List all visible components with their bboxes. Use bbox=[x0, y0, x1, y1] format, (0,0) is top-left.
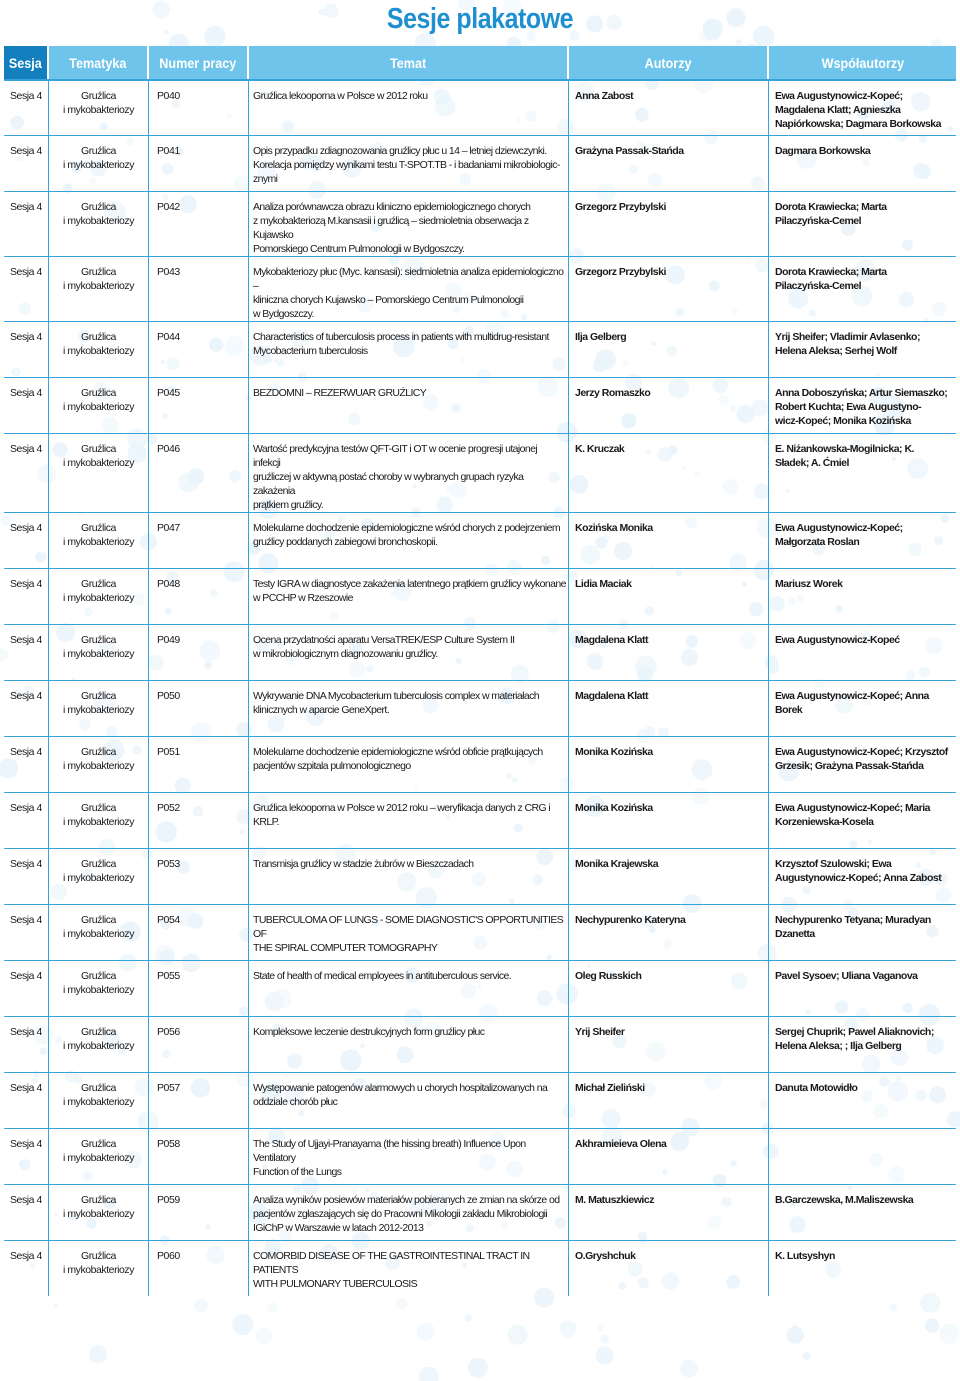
cell-tematyka-line: Gruźlica bbox=[81, 266, 116, 278]
cell-numer-pracy: P057 bbox=[149, 1072, 249, 1128]
cell-tematyka bbox=[49, 1240, 149, 1296]
cell-wspolautorzy bbox=[769, 135, 956, 191]
cell-temat bbox=[249, 1072, 569, 1128]
cell-wspolautorzy-line: Pilaczyńska-Cemel bbox=[775, 215, 862, 227]
column-header-sesja: Sesja bbox=[4, 46, 49, 79]
cell-temat-line: Testy IGRA w diagnostyce zakażenia latentnego prątkiem gruźlicy wykonane bbox=[253, 578, 566, 590]
cell-tematyka-line: Gruźlica bbox=[81, 1194, 116, 1206]
cell-temat bbox=[249, 512, 569, 568]
cell-tematyka bbox=[49, 79, 149, 135]
cell-temat-line: Analiza porównawcza obrazu kliniczno epidemiologicznego chorych bbox=[253, 201, 531, 213]
cell-autorzy: M. Matuszkiewicz bbox=[569, 1184, 769, 1240]
cell-temat-line: IGiChP w Warszawie w latach 2012-2013 bbox=[253, 1222, 424, 1234]
cell-autorzy: O.Gryshchuk bbox=[569, 1240, 769, 1296]
column-header-autorzy: Autorzy bbox=[569, 46, 769, 79]
cell-tematyka-line: Gruźlica bbox=[81, 331, 116, 343]
cell-wspolautorzy-line: Borek bbox=[775, 704, 803, 716]
table-row bbox=[4, 1128, 956, 1184]
cell-autorzy: Monika Kozińska bbox=[569, 792, 769, 848]
cell-sesja: Sesja 4 bbox=[4, 1072, 49, 1128]
background-dot bbox=[419, 1367, 439, 1381]
cell-temat-line: Korelacja pomiędzy wynikami testu T-SPOT.TB - i badaniami mikrobiologic- bbox=[253, 159, 560, 171]
cell-numer-pracy: P059 bbox=[149, 1184, 249, 1240]
cell-wspolautorzy bbox=[769, 79, 956, 135]
cell-temat-line: gruźlicy poddanych zabiegowi bronchoskopii. bbox=[253, 536, 438, 548]
background-dot bbox=[232, 1314, 253, 1335]
table-row bbox=[4, 680, 956, 736]
cell-tematyka-line: i mykobakteriozy bbox=[63, 704, 134, 716]
cell-temat bbox=[249, 433, 569, 512]
background-dot bbox=[89, 1345, 107, 1363]
cell-temat bbox=[249, 792, 569, 848]
cell-temat-line: TUBERCULOMA OF LUNGS - SOME DIAGNOSTIC'S OPPORTUNITIES OF bbox=[253, 914, 564, 940]
table-body bbox=[4, 79, 956, 1296]
cell-tematyka-line: i mykobakteriozy bbox=[63, 872, 134, 884]
cell-temat bbox=[249, 256, 569, 321]
table-row bbox=[4, 135, 956, 191]
cell-wspolautorzy-line: Małgorzata Roslan bbox=[775, 536, 860, 548]
background-dot bbox=[268, 1302, 278, 1312]
table-row bbox=[4, 377, 956, 433]
column-header-wspolautorzy: Współautorzy bbox=[769, 46, 956, 79]
cell-tematyka-line: i mykobakteriozy bbox=[63, 345, 134, 357]
table-row bbox=[4, 904, 956, 960]
cell-wspolautorzy-line: Ewa Augustynowicz-Kopeć; bbox=[775, 522, 903, 534]
column-header-temat: Temat bbox=[249, 46, 569, 79]
cell-temat bbox=[249, 624, 569, 680]
cell-tematyka bbox=[49, 135, 149, 191]
cell-wspolautorzy-line: Robert Kuchta; Ewa Augustyno- bbox=[775, 401, 922, 413]
table-row bbox=[4, 512, 956, 568]
cell-temat-line: THE SPIRAL COMPUTER TOMOGRAPHY bbox=[253, 942, 438, 954]
poster-sessions-table bbox=[4, 46, 956, 1296]
cell-tematyka-line: i mykobakteriozy bbox=[63, 104, 134, 116]
cell-sesja: Sesja 4 bbox=[4, 792, 49, 848]
cell-sesja: Sesja 4 bbox=[4, 1016, 49, 1072]
table-row bbox=[4, 736, 956, 792]
cell-autorzy: Ilja Gelberg bbox=[569, 321, 769, 377]
background-dot bbox=[890, 1303, 898, 1311]
cell-autorzy: Magdalena Klatt bbox=[569, 680, 769, 736]
cell-autorzy: Jerzy Romaszko bbox=[569, 377, 769, 433]
cell-numer-pracy: P048 bbox=[149, 568, 249, 624]
cell-sesja: Sesja 4 bbox=[4, 377, 49, 433]
cell-tematyka-line: Gruźlica bbox=[81, 802, 116, 814]
cell-numer-pracy: P046 bbox=[149, 433, 249, 512]
cell-tematyka-line: Gruźlica bbox=[81, 387, 116, 399]
cell-wspolautorzy-line: Sergej Chuprik; Pawel Aliaknovich; bbox=[775, 1026, 934, 1038]
cell-tematyka-line: i mykobakteriozy bbox=[63, 984, 134, 996]
cell-autorzy: Grażyna Passak-Stańda bbox=[569, 135, 769, 191]
cell-tematyka-line: Gruźlica bbox=[81, 1250, 116, 1262]
cell-tematyka-line: i mykobakteriozy bbox=[63, 159, 134, 171]
cell-temat-line: oddziale chorób płuc bbox=[253, 1096, 338, 1108]
cell-wspolautorzy bbox=[769, 624, 956, 680]
cell-tematyka-line: Gruźlica bbox=[81, 1082, 116, 1094]
cell-tematyka-line: Gruźlica bbox=[81, 145, 116, 157]
cell-numer-pracy: P058 bbox=[149, 1128, 249, 1184]
cell-numer-pracy: P054 bbox=[149, 904, 249, 960]
background-dot bbox=[547, 1300, 551, 1304]
cell-temat-line: gruźliczej w aktywną postać choroby w wybranych grupach ryzyka zakażenia bbox=[253, 471, 524, 497]
cell-wspolautorzy-line: Grzesik; Grażyna Passak-Stańda bbox=[775, 760, 924, 772]
cell-temat-line: kliniczna chorych Kujawsko – Pomorskiego Centrum Pulmonologii bbox=[253, 294, 524, 306]
cell-numer-pracy: P040 bbox=[149, 79, 249, 135]
cell-temat-line: Molekularne dochodzenie epidemiologiczne wśród obficie prątkujących bbox=[253, 746, 543, 758]
cell-wspolautorzy-line: Napiórkowska; Dagmara Borkowska bbox=[775, 118, 941, 130]
cell-temat-line: Ocena przydatności aparatu VersaTREK/ESP Culture System II bbox=[253, 634, 515, 646]
cell-wspolautorzy bbox=[769, 904, 956, 960]
cell-tematyka bbox=[49, 736, 149, 792]
cell-numer-pracy: P041 bbox=[149, 135, 249, 191]
cell-wspolautorzy bbox=[769, 191, 956, 256]
cell-tematyka bbox=[49, 904, 149, 960]
background-dot bbox=[53, 1303, 58, 1308]
background-dot bbox=[396, 1298, 408, 1310]
cell-temat bbox=[249, 1016, 569, 1072]
cell-wspolautorzy bbox=[769, 848, 956, 904]
cell-tematyka-line: i mykobakteriozy bbox=[63, 816, 134, 828]
cell-tematyka-line: i mykobakteriozy bbox=[63, 1096, 134, 1108]
cell-temat bbox=[249, 960, 569, 1016]
cell-wspolautorzy-line: Ewa Augustynowicz-Kopeć; Anna bbox=[775, 690, 929, 702]
table-row bbox=[4, 433, 956, 512]
cell-wspolautorzy-line: Danuta Motowidło bbox=[775, 1082, 858, 1094]
table-row bbox=[4, 256, 956, 321]
cell-tematyka-line: i mykobakteriozy bbox=[63, 1264, 134, 1276]
cell-wspolautorzy-line: Anna Doboszyńska; Artur Siemaszko; bbox=[775, 387, 948, 399]
cell-sesja: Sesja 4 bbox=[4, 433, 49, 512]
column-header-tematyka: Tematyka bbox=[49, 46, 149, 79]
cell-temat bbox=[249, 904, 569, 960]
cell-temat bbox=[249, 568, 569, 624]
cell-tematyka-line: i mykobakteriozy bbox=[63, 457, 134, 469]
cell-wspolautorzy bbox=[769, 256, 956, 321]
cell-tematyka-line: i mykobakteriozy bbox=[63, 592, 134, 604]
cell-tematyka-line: i mykobakteriozy bbox=[63, 280, 134, 292]
cell-tematyka bbox=[49, 568, 149, 624]
cell-tematyka-line: Gruźlica bbox=[81, 1138, 116, 1150]
cell-tematyka-line: Gruźlica bbox=[81, 443, 116, 455]
cell-numer-pracy: P042 bbox=[149, 191, 249, 256]
cell-temat bbox=[249, 79, 569, 135]
cell-wspolautorzy-line: Augustynowicz-Kopeć; Anna Zabost bbox=[775, 872, 942, 884]
cell-temat-line: Kompleksowe leczenie destrukcyjnych form gruźlicy płuc bbox=[253, 1026, 485, 1038]
cell-sesja: Sesja 4 bbox=[4, 135, 49, 191]
cell-wspolautorzy bbox=[769, 1240, 956, 1296]
page-title: Sesje plakatowe bbox=[386, 3, 574, 35]
cell-numer-pracy: P043 bbox=[149, 256, 249, 321]
cell-tematyka-line: i mykobakteriozy bbox=[63, 1040, 134, 1052]
cell-wspolautorzy bbox=[769, 736, 956, 792]
cell-tematyka-line: i mykobakteriozy bbox=[63, 928, 134, 940]
cell-numer-pracy: P050 bbox=[149, 680, 249, 736]
cell-tematyka bbox=[49, 1072, 149, 1128]
cell-wspolautorzy-line: Pavel Sysoev; Uliana Vaganova bbox=[775, 970, 918, 982]
cell-autorzy: Monika Kozińska bbox=[569, 736, 769, 792]
cell-temat-line: Wykrywanie DNA Mycobacterium tuberculosis complex w materiałach bbox=[253, 690, 539, 702]
cell-autorzy: Yrij Sheifer bbox=[569, 1016, 769, 1072]
cell-wspolautorzy-line: Magdalena Klatt; Agnieszka bbox=[775, 104, 901, 116]
cell-wspolautorzy-line: Pilaczyńska-Cemel bbox=[775, 280, 862, 292]
background-dot bbox=[597, 1324, 604, 1331]
cell-autorzy: Nechypurenko Kateryna bbox=[569, 904, 769, 960]
cell-sesja: Sesja 4 bbox=[4, 568, 49, 624]
cell-autorzy: Monika Krajewska bbox=[569, 848, 769, 904]
cell-numer-pracy: P052 bbox=[149, 792, 249, 848]
table-row bbox=[4, 321, 956, 377]
cell-temat-line: w PCCHP w Rzeszowie bbox=[253, 592, 353, 604]
cell-wspolautorzy-line: Ewa Augustynowicz-Kopeć; Krzysztof bbox=[775, 746, 948, 758]
background-dot bbox=[802, 1352, 810, 1360]
cell-wspolautorzy-line: Mariusz Worek bbox=[775, 578, 843, 590]
table-header-row bbox=[4, 46, 956, 79]
cell-tematyka-line: i mykobakteriozy bbox=[63, 760, 134, 772]
cell-sesja: Sesja 4 bbox=[4, 256, 49, 321]
cell-wspolautorzy bbox=[769, 792, 956, 848]
background-dot bbox=[508, 1325, 528, 1345]
cell-wspolautorzy-line: Yrij Sheifer; Vladimir Avlasenko; bbox=[775, 331, 920, 343]
cell-tematyka-line: i mykobakteriozy bbox=[63, 648, 134, 660]
cell-tematyka bbox=[49, 321, 149, 377]
cell-wspolautorzy-line: Ewa Augustynowicz-Kopeć bbox=[775, 634, 900, 646]
cell-wspolautorzy bbox=[769, 433, 956, 512]
cell-tematyka bbox=[49, 1184, 149, 1240]
cell-tematyka bbox=[49, 256, 149, 321]
cell-temat-line: BEZDOMNI – REZERWUAR GRUŹLICY bbox=[253, 387, 427, 399]
table-row bbox=[4, 79, 956, 135]
cell-tematyka bbox=[49, 680, 149, 736]
cell-tematyka-line: Gruźlica bbox=[81, 578, 116, 590]
cell-sesja: Sesja 4 bbox=[4, 191, 49, 256]
cell-wspolautorzy-line: B.Garczewska, M.Maliszewska bbox=[775, 1194, 914, 1206]
cell-numer-pracy: P056 bbox=[149, 1016, 249, 1072]
cell-temat bbox=[249, 135, 569, 191]
table-row bbox=[4, 624, 956, 680]
cell-tematyka bbox=[49, 433, 149, 512]
cell-temat-line: klinicznych w aparcie GeneXpert. bbox=[253, 704, 390, 716]
cell-wspolautorzy-line: Nechypurenko Tetyana; Muradyan bbox=[775, 914, 931, 926]
cell-wspolautorzy bbox=[769, 1072, 956, 1128]
cell-temat-line: Wartość predykcyjna testów QFT-GIT i OT w ocenie progresji utajonej infekcji bbox=[253, 443, 538, 469]
cell-sesja: Sesja 4 bbox=[4, 512, 49, 568]
cell-temat-line: znymi bbox=[253, 173, 278, 185]
cell-autorzy: Akhramieieva Olena bbox=[569, 1128, 769, 1184]
cell-tematyka-line: Gruźlica bbox=[81, 201, 116, 213]
cell-wspolautorzy bbox=[769, 680, 956, 736]
cell-numer-pracy: P051 bbox=[149, 736, 249, 792]
cell-sesja: Sesja 4 bbox=[4, 321, 49, 377]
cell-sesja: Sesja 4 bbox=[4, 1184, 49, 1240]
cell-wspolautorzy bbox=[769, 512, 956, 568]
cell-sesja: Sesja 4 bbox=[4, 960, 49, 1016]
cell-temat bbox=[249, 191, 569, 256]
cell-sesja: Sesja 4 bbox=[4, 904, 49, 960]
cell-tematyka bbox=[49, 377, 149, 433]
cell-tematyka-line: Gruźlica bbox=[81, 522, 116, 534]
cell-temat bbox=[249, 736, 569, 792]
cell-tematyka-line: i mykobakteriozy bbox=[63, 215, 134, 227]
cell-temat-line: Molekularne dochodzenie epidemiologiczne wśród chorych z podejrzeniem bbox=[253, 522, 561, 534]
cell-temat-line: State of health of medical employees in antituberculous service. bbox=[253, 970, 512, 982]
cell-wspolautorzy bbox=[769, 1016, 956, 1072]
cell-numer-pracy: P044 bbox=[149, 321, 249, 377]
background-dot bbox=[559, 1320, 576, 1337]
cell-wspolautorzy bbox=[769, 377, 956, 433]
cell-sesja: Sesja 4 bbox=[4, 624, 49, 680]
cell-wspolautorzy-line: Korzeniewska-Kosela bbox=[775, 816, 874, 828]
cell-temat-line: pacjentów zgłaszających się do Pracowni Mikologii zakładu Mikrobiologii bbox=[253, 1208, 548, 1220]
cell-tematyka-line: i mykobakteriozy bbox=[63, 1152, 134, 1164]
cell-temat bbox=[249, 1240, 569, 1296]
table-row bbox=[4, 1184, 956, 1240]
cell-wspolautorzy-line: Ewa Augustynowicz-Kopeć; Maria bbox=[775, 802, 930, 814]
cell-sesja: Sesja 4 bbox=[4, 1128, 49, 1184]
cell-autorzy: K. Kruczak bbox=[569, 433, 769, 512]
cell-temat-line: w Bydgoszczy. bbox=[253, 308, 314, 320]
table-row bbox=[4, 848, 956, 904]
cell-tematyka-line: i mykobakteriozy bbox=[63, 536, 134, 548]
cell-autorzy: Oleg Russkich bbox=[569, 960, 769, 1016]
cell-tematyka bbox=[49, 1016, 149, 1072]
cell-autorzy: Michał Zieliński bbox=[569, 1072, 769, 1128]
cell-numer-pracy: P045 bbox=[149, 377, 249, 433]
cell-tematyka-line: Gruźlica bbox=[81, 634, 116, 646]
cell-tematyka bbox=[49, 792, 149, 848]
cell-numer-pracy: P055 bbox=[149, 960, 249, 1016]
cell-temat-line: Function of the Lungs bbox=[253, 1166, 342, 1178]
cell-temat-line: Mycobacterium tuberculosis bbox=[253, 345, 368, 357]
cell-tematyka-line: Gruźlica bbox=[81, 1026, 116, 1038]
background-dot bbox=[194, 1299, 208, 1313]
cell-wspolautorzy bbox=[769, 321, 956, 377]
table-row bbox=[4, 792, 956, 848]
cell-temat-line: Analiza wyników posiewów materiałów pobieranych ze zmian na skórze od bbox=[253, 1194, 560, 1206]
cell-sesja: Sesja 4 bbox=[4, 848, 49, 904]
cell-sesja: Sesja 4 bbox=[4, 79, 49, 135]
cell-wspolautorzy-line: Dorota Krawiecka; Marta bbox=[775, 266, 887, 278]
cell-wspolautorzy bbox=[769, 960, 956, 1016]
cell-temat-line: Pomorskiego Centrum Pulmonologii w Bydgoszczy. bbox=[253, 243, 465, 255]
cell-wspolautorzy-line: Ewa Augustynowicz-Kopeć; bbox=[775, 90, 903, 102]
table-row bbox=[4, 960, 956, 1016]
cell-wspolautorzy-line: Helena Aleksa; ; Ilja Gelberg bbox=[775, 1040, 902, 1052]
cell-temat-line: Transmisja gruźlicy w stadzie żubrów w Bieszczadach bbox=[253, 858, 474, 870]
cell-tematyka-line: Gruźlica bbox=[81, 914, 116, 926]
background-dot bbox=[256, 1328, 273, 1345]
cell-tematyka-line: Gruźlica bbox=[81, 970, 116, 982]
cell-wspolautorzy-line: wicz-Kopeć; Monika Kozińska bbox=[775, 415, 911, 427]
cell-sesja: Sesja 4 bbox=[4, 680, 49, 736]
table-row bbox=[4, 1016, 956, 1072]
cell-tematyka bbox=[49, 512, 149, 568]
cell-numer-pracy: P060 bbox=[149, 1240, 249, 1296]
cell-temat-line: Mykobakteriozy płuc (Myc. kansasii): siedmioletnia analiza epidemiologiczno – bbox=[253, 266, 564, 292]
table-row bbox=[4, 568, 956, 624]
cell-autorzy: Grzegorz Przybylski bbox=[569, 191, 769, 256]
cell-tematyka-line: i mykobakteriozy bbox=[63, 401, 134, 413]
cell-temat-line: Występowanie patogenów alarmowych u chorych hospitalizowanych na bbox=[253, 1082, 548, 1094]
cell-temat-line: The Study of Ujjayi-Pranayama (the hissing breath) Influence Upon Ventilatory bbox=[253, 1138, 526, 1164]
cell-temat-line: prątkiem gruźlicy. bbox=[253, 499, 324, 511]
cell-temat bbox=[249, 1128, 569, 1184]
cell-wspolautorzy-line: Krzysztof Szulowski; Ewa bbox=[775, 858, 892, 870]
cell-temat-line: WITH PULMONARY TUBERCULOSIS bbox=[253, 1278, 418, 1290]
cell-temat-line: pacjentów szpitala pulmonologicznego bbox=[253, 760, 411, 772]
background-dot bbox=[417, 1323, 435, 1341]
cell-tematyka bbox=[49, 1128, 149, 1184]
cell-wspolautorzy-line: Helena Aleksa; Serhej Wolf bbox=[775, 345, 897, 357]
cell-wspolautorzy-line: Dagmara Borkowska bbox=[775, 145, 871, 157]
cell-temat bbox=[249, 680, 569, 736]
cell-wspolautorzy bbox=[769, 1184, 956, 1240]
cell-wspolautorzy-line: Dzanetta bbox=[775, 928, 815, 940]
background-dot bbox=[465, 1314, 473, 1322]
cell-autorzy: Magdalena Klatt bbox=[569, 624, 769, 680]
cell-temat bbox=[249, 377, 569, 433]
background-dot bbox=[925, 1318, 940, 1333]
cell-numer-pracy: P049 bbox=[149, 624, 249, 680]
cell-temat-line: Gruźlica lekooporna w Polsce w 2012 roku – weryfikacja danych z CRG i KRLP. bbox=[253, 802, 551, 828]
cell-temat-line: Opis przypadku zdiagnozowania gruźlicy płuc u 14 – letniej dziewczynki. bbox=[253, 145, 547, 157]
cell-temat-line: Characteristics of tuberculosis process in patients with multidrug-resistant bbox=[253, 331, 549, 343]
cell-tematyka-line: Gruźlica bbox=[81, 746, 116, 758]
background-dot bbox=[793, 1323, 797, 1327]
cell-tematyka bbox=[49, 191, 149, 256]
column-header-numer-pracy: Numer pracy bbox=[149, 46, 249, 79]
background-dot bbox=[786, 1326, 803, 1343]
cell-tematyka-line: Gruźlica bbox=[81, 858, 116, 870]
cell-temat-line: COMORBID DISEASE OF THE GASTROINTESTINAL TRACT IN PATIENTS bbox=[253, 1250, 530, 1276]
background-dot bbox=[939, 1324, 960, 1345]
background-dot bbox=[600, 1335, 609, 1344]
cell-autorzy: Kozińska Monika bbox=[569, 512, 769, 568]
background-dot bbox=[680, 1359, 698, 1377]
background-dot bbox=[468, 1358, 488, 1378]
cell-tematyka-line: i mykobakteriozy bbox=[63, 1208, 134, 1220]
background-dot bbox=[596, 1346, 614, 1364]
cell-autorzy: Grzegorz Przybylski bbox=[569, 256, 769, 321]
cell-wspolautorzy-line: E. Niżankowska-Mogilnicka; K. bbox=[775, 443, 914, 455]
cell-autorzy: Anna Zabost bbox=[569, 79, 769, 135]
cell-tematyka bbox=[49, 848, 149, 904]
cell-numer-pracy: P053 bbox=[149, 848, 249, 904]
cell-wspolautorzy-line: K. Lutsyshyn bbox=[775, 1250, 835, 1262]
cell-temat bbox=[249, 848, 569, 904]
cell-numer-pracy: P047 bbox=[149, 512, 249, 568]
cell-wspolautorzy bbox=[769, 568, 956, 624]
table-row bbox=[4, 1072, 956, 1128]
cell-sesja: Sesja 4 bbox=[4, 736, 49, 792]
cell-temat-line: Gruźlica lekooporna w Polsce w 2012 roku bbox=[253, 90, 428, 102]
cell-tematyka-line: Gruźlica bbox=[81, 90, 116, 102]
cell-tematyka-line: Gruźlica bbox=[81, 690, 116, 702]
cell-tematyka bbox=[49, 624, 149, 680]
cell-temat bbox=[249, 321, 569, 377]
cell-sesja: Sesja 4 bbox=[4, 1240, 49, 1296]
cell-tematyka bbox=[49, 960, 149, 1016]
cell-temat-line: w mikrobiologicznym diagnozowaniu gruźlicy. bbox=[253, 648, 438, 660]
table-row bbox=[4, 1240, 956, 1296]
cell-wspolautorzy-line: Dorota Krawiecka; Marta bbox=[775, 201, 887, 213]
table-row bbox=[4, 191, 956, 256]
cell-autorzy: Lidia Maciak bbox=[569, 568, 769, 624]
cell-wspolautorzy-line: Sładek; A. Ćmiel bbox=[775, 457, 849, 469]
cell-wspolautorzy bbox=[769, 1128, 956, 1184]
cell-temat-line: z mykobakteriozą M.kansasii i gruźlicą – siedmioletnia obserwacja z Kujawsko bbox=[253, 215, 529, 241]
cell-temat bbox=[249, 1184, 569, 1240]
